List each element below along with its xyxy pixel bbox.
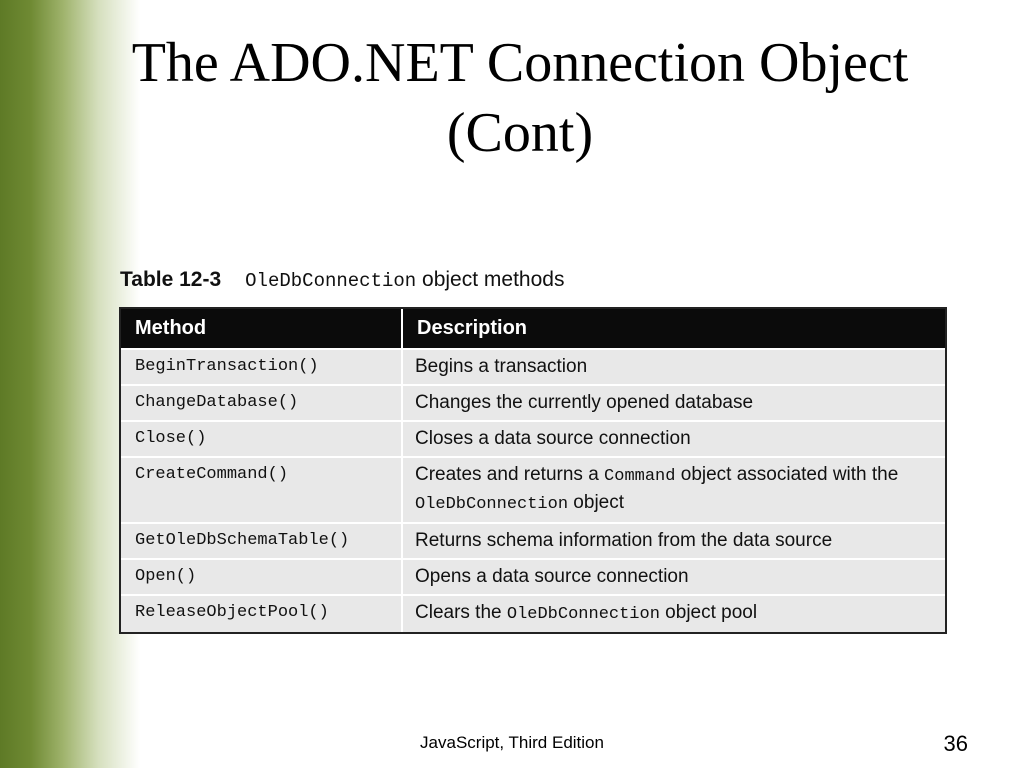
slide-title	[40, 28, 1000, 168]
description-cell	[402, 349, 945, 385]
table-row	[121, 457, 945, 523]
description-text: Opens a data source connection	[415, 566, 689, 587]
table-row	[121, 559, 945, 595]
method-cell: BeginTransaction()	[121, 349, 402, 385]
method-cell: CreateCommand()	[121, 457, 402, 523]
table-caption-label: Table 12-3	[120, 268, 222, 291]
header-method: Method	[121, 309, 402, 349]
table-row	[121, 349, 945, 385]
slide-title-line-2: (Cont)	[446, 102, 594, 164]
page-number: 36	[943, 731, 968, 756]
code-term: Command	[604, 467, 676, 486]
description-cell	[402, 421, 945, 457]
description-cell	[402, 385, 945, 421]
description-text: Returns schema information from the data source	[415, 530, 833, 551]
method-cell: Open()	[121, 559, 402, 595]
table-body	[121, 349, 945, 632]
method-cell: Close()	[121, 421, 402, 457]
table-caption-suffix: object methods	[416, 268, 565, 291]
slide-title-line-1: The ADO.NET Connection Object	[131, 32, 909, 94]
description-text: object associated with the	[675, 464, 899, 485]
method-cell: ReleaseObjectPool()	[121, 595, 402, 632]
methods-table-container	[119, 307, 947, 634]
footer-text: JavaScript, Third Edition	[420, 733, 604, 752]
method-cell: ChangeDatabase()	[121, 385, 402, 421]
description-text: object pool	[659, 602, 758, 623]
table-caption	[120, 268, 564, 292]
description-text: object	[568, 492, 625, 513]
table-header-row	[121, 309, 945, 349]
description-text: Begins a transaction	[415, 356, 588, 377]
description-cell	[402, 595, 945, 632]
table-caption-class-name: OleDbConnection	[245, 270, 417, 292]
methods-table	[121, 309, 945, 632]
description-text: Creates and returns a	[415, 464, 605, 485]
description-text: Changes the currently opened database	[415, 392, 754, 413]
description-text: Closes a data source connection	[415, 428, 691, 449]
description-cell	[402, 523, 945, 559]
code-term: OleDbConnection	[506, 605, 660, 624]
table-row	[121, 523, 945, 559]
header-description: Description	[402, 309, 945, 349]
table-row	[121, 595, 945, 632]
table-row	[121, 385, 945, 421]
table-row	[121, 421, 945, 457]
description-text: Clears the	[415, 602, 507, 623]
code-term: OleDbConnection	[415, 495, 569, 514]
description-cell	[402, 457, 945, 523]
description-cell	[402, 559, 945, 595]
method-cell: GetOleDbSchemaTable()	[121, 523, 402, 559]
